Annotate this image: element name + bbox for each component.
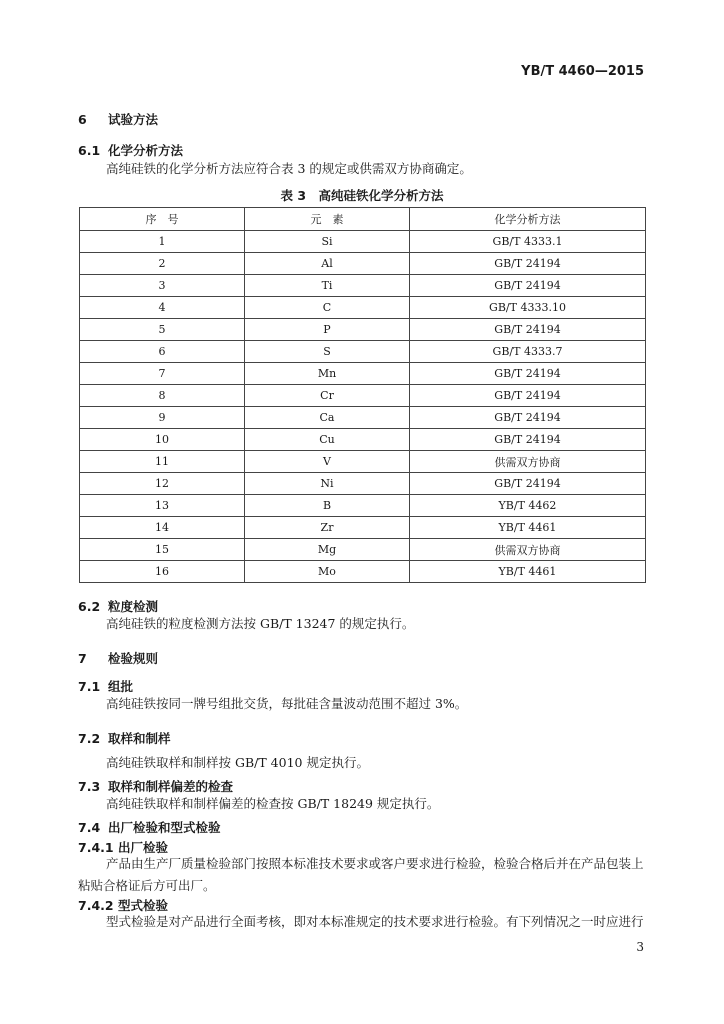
section-7-4-heading xyxy=(78,818,221,836)
table-row xyxy=(80,473,646,495)
cell-element: Mg xyxy=(245,539,410,561)
cell-element: Al xyxy=(245,253,410,275)
table-row xyxy=(80,253,646,275)
cell-element: Zr xyxy=(245,517,410,539)
cell-element: Ni xyxy=(245,473,410,495)
section-number: 7.1 xyxy=(78,679,101,694)
section-number: 7.4 xyxy=(78,820,101,835)
cell-element: Si xyxy=(245,231,410,253)
table-header-row xyxy=(80,208,646,231)
cell-method: YB/T 4461 xyxy=(410,517,646,539)
table-row xyxy=(80,495,646,517)
table-row xyxy=(80,407,646,429)
cell-number: 14 xyxy=(80,517,245,539)
cell-number: 8 xyxy=(80,385,245,407)
cell-number: 7 xyxy=(80,363,245,385)
cell-method: GB/T 4333.1 xyxy=(410,231,646,253)
section-title: 出厂检验 xyxy=(118,840,169,855)
table-row xyxy=(80,231,646,253)
table-row xyxy=(80,539,646,561)
section-title: 粒度检测 xyxy=(108,599,159,614)
column-header-method: 化学分析方法 xyxy=(410,208,646,231)
cell-element: C xyxy=(245,297,410,319)
cell-number: 2 xyxy=(80,253,245,275)
cell-number: 9 xyxy=(80,407,245,429)
cell-method: GB/T 4333.7 xyxy=(410,341,646,363)
cell-element: Mo xyxy=(245,561,410,583)
cell-element: Mn xyxy=(245,363,410,385)
table-row xyxy=(80,385,646,407)
table-row xyxy=(80,341,646,363)
section-number: 6.1 xyxy=(78,143,101,158)
cell-number: 13 xyxy=(80,495,245,517)
cell-method: GB/T 24194 xyxy=(410,407,646,429)
section-7-1-text: 高纯硅铁按同一牌号组批交货，每批硅含量波动范围不超过 3%。 xyxy=(106,696,468,711)
cell-number: 5 xyxy=(80,319,245,341)
column-header-element: 元 素 xyxy=(245,208,410,231)
table-body xyxy=(80,231,646,583)
cell-method: GB/T 4333.10 xyxy=(410,297,646,319)
section-title: 出厂检验和型式检验 xyxy=(108,820,221,835)
table-row xyxy=(80,517,646,539)
cell-element: V xyxy=(245,451,410,473)
table-row xyxy=(80,319,646,341)
section-number: 6.2 xyxy=(78,599,101,614)
table-row xyxy=(80,429,646,451)
section-number: 7.4.2 xyxy=(78,898,114,913)
table-row xyxy=(80,363,646,385)
cell-method: GB/T 24194 xyxy=(410,429,646,451)
cell-number: 6 xyxy=(80,341,245,363)
table-row xyxy=(80,451,646,473)
cell-method: GB/T 24194 xyxy=(410,363,646,385)
section-title: 检验规则 xyxy=(108,651,159,666)
cell-number: 1 xyxy=(80,231,245,253)
section-number: 7.3 xyxy=(78,779,101,794)
cell-method: GB/T 24194 xyxy=(410,385,646,407)
cell-element: Ca xyxy=(245,407,410,429)
cell-number: 11 xyxy=(80,451,245,473)
section-number: 7.4.1 xyxy=(78,840,114,855)
page-number: 3 xyxy=(636,940,644,954)
section-number: 6 xyxy=(78,112,87,127)
table-row xyxy=(80,275,646,297)
section-7-3-text: 高纯硅铁取样和制样偏差的检查按 GB/T 18249 规定执行。 xyxy=(106,796,440,811)
section-title: 取样和制样 xyxy=(108,731,171,746)
section-7-heading xyxy=(78,649,158,667)
cell-element: P xyxy=(245,319,410,341)
section-title: 型式检验 xyxy=(118,898,169,913)
section-title: 取样和制样偏差的检查 xyxy=(108,779,234,794)
cell-number: 12 xyxy=(80,473,245,495)
cell-element: Ti xyxy=(245,275,410,297)
cell-number: 4 xyxy=(80,297,245,319)
cell-number: 16 xyxy=(80,561,245,583)
section-title: 化学分析方法 xyxy=(108,143,184,158)
cell-method: 供需双方协商 xyxy=(410,451,646,473)
cell-element: B xyxy=(245,495,410,517)
cell-number: 15 xyxy=(80,539,245,561)
table-row xyxy=(80,297,646,319)
cell-method: GB/T 24194 xyxy=(410,319,646,341)
table-3-caption: 表 3 高纯硅铁化学分析方法 xyxy=(280,188,444,203)
cell-element: S xyxy=(245,341,410,363)
section-title: 试验方法 xyxy=(108,112,159,127)
cell-element: Cu xyxy=(245,429,410,451)
section-6-1-heading xyxy=(78,141,183,159)
cell-number: 10 xyxy=(80,429,245,451)
cell-method: YB/T 4461 xyxy=(410,561,646,583)
section-6-heading xyxy=(78,110,158,128)
section-number: 7.2 xyxy=(78,731,101,746)
table-3 xyxy=(79,207,646,583)
section-7-2-heading xyxy=(78,729,171,747)
table-row xyxy=(80,561,646,583)
cell-method: GB/T 24194 xyxy=(410,253,646,275)
section-7-4-1-text: 产品由生产厂质量检验部门按照本标准技术要求或客户要求进行检验，检验合格后并在产品包装上粘贴合格证后方可出厂。 xyxy=(78,856,644,893)
section-7-4-2-text: 型式检验是对产品进行全面考核，即对本标准规定的技术要求进行检验。有下列情况之一时应进行 xyxy=(106,914,644,929)
cell-method: 供需双方协商 xyxy=(410,539,646,561)
cell-number: 3 xyxy=(80,275,245,297)
cell-method: GB/T 24194 xyxy=(410,473,646,495)
cell-method: GB/T 24194 xyxy=(410,275,646,297)
section-6-2-text: 高纯硅铁的粒度检测方法按 GB/T 13247 的规定执行。 xyxy=(106,616,415,631)
section-6-1-text: 高纯硅铁的化学分析方法应符合表 3 的规定或供需双方协商确定。 xyxy=(106,161,472,176)
cell-element: Cr xyxy=(245,385,410,407)
section-number: 7 xyxy=(78,651,87,666)
section-7-2-text: 高纯硅铁取样和制样按 GB/T 4010 规定执行。 xyxy=(106,755,369,770)
cell-method: YB/T 4462 xyxy=(410,495,646,517)
standard-number: YB/T 4460—2015 xyxy=(521,64,644,79)
section-title: 组批 xyxy=(108,679,134,694)
column-header-number: 序 号 xyxy=(80,208,245,231)
